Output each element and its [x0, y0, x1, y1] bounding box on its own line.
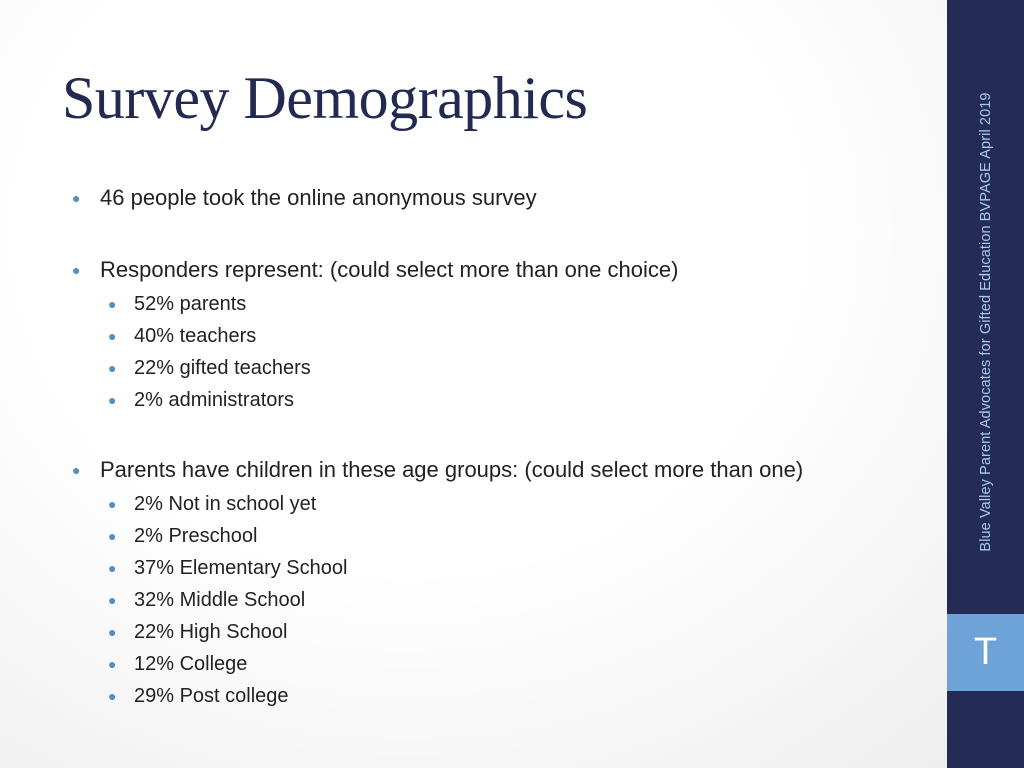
bullet-item [72, 180, 932, 216]
bullet-dot-icon: ● [108, 688, 117, 704]
sub-bullet-text: 32% Middle School [134, 589, 306, 611]
bullet-dot-icon: ● [108, 328, 117, 344]
bullet-dot-icon: ● [108, 528, 117, 544]
bullet-item [72, 452, 932, 488]
bullet-dot-icon: ● [108, 624, 117, 640]
sub-bullet-item [72, 616, 932, 648]
sub-bullet-item [72, 488, 932, 520]
sub-bullet-item [72, 288, 932, 320]
bullet-dot-icon: ● [108, 296, 117, 312]
bullet-dot-icon: ● [108, 656, 117, 672]
sub-bullet-item [72, 384, 932, 416]
bullet-text: Responders represent: (could select more than one choice) [100, 257, 679, 282]
slide-label: T [973, 631, 998, 673]
sub-bullet-item [72, 520, 932, 552]
bullet-dot-icon: ● [72, 462, 81, 478]
sub-bullet-text: 22% gifted teachers [134, 357, 311, 379]
sidebar-footer-text: Blue Valley Parent Advocates for Gifted Education BVPAGE April 2019 [978, 92, 994, 552]
sub-bullet-item [72, 320, 932, 352]
sub-bullet-text: 29% Post college [134, 685, 289, 707]
bullet-dot-icon: ● [108, 592, 117, 608]
bullet-dot-icon: ● [108, 560, 117, 576]
sub-bullet-text: 12% College [134, 653, 248, 675]
bullet-dot-icon: ● [72, 262, 81, 278]
slide-accent-block [947, 614, 1024, 691]
sub-bullet-text: 40% teachers [134, 325, 257, 347]
sub-bullet-item [72, 352, 932, 384]
sub-bullet-item [72, 584, 932, 616]
bullet-dot-icon: ● [108, 496, 117, 512]
sub-bullet-item [72, 552, 932, 584]
sub-bullet-text: 37% Elementary School [134, 557, 348, 579]
slide-title: Survey Demographics [62, 65, 588, 131]
sub-bullet-text: 2% Preschool [134, 525, 258, 547]
bullet-dot-icon: ● [108, 392, 117, 408]
sub-bullet-text: 2% administrators [134, 389, 295, 411]
bullet-list [72, 180, 932, 712]
sub-bullet-item [72, 648, 932, 680]
bullet-dot-icon: ● [72, 190, 81, 206]
sub-bullet-text: 22% High School [134, 621, 288, 643]
bullet-dot-icon: ● [108, 360, 117, 376]
sub-bullet-text: 2% Not in school yet [134, 493, 317, 515]
bullet-item [72, 252, 932, 288]
bullet-text: Parents have children in these age groups: (could select more than one) [100, 457, 804, 482]
sub-bullet-item [72, 680, 932, 712]
sub-bullet-text: 52% parents [134, 293, 247, 315]
bullet-text: 46 people took the online anonymous survey [100, 185, 537, 210]
